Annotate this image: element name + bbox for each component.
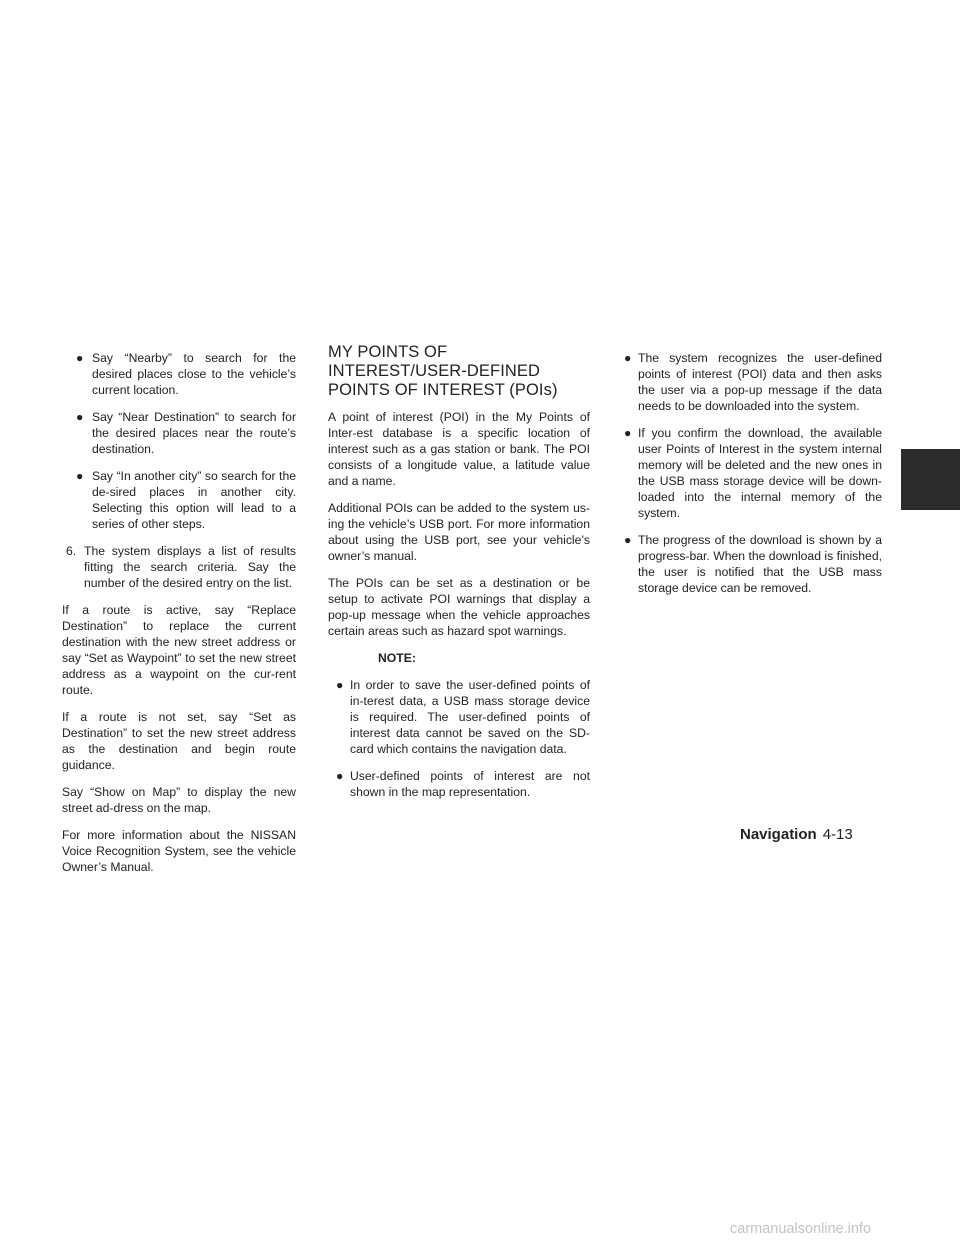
bullet-icon: ● — [76, 469, 84, 483]
step-number: 6. — [66, 544, 77, 558]
section-heading: MY POINTS OF INTEREST/USER-DEFINED POINTS OF INTEREST (POIs) — [328, 343, 558, 399]
paragraph: The POIs can be set as a destination or be setup to activate POI warnings that display a pop-up message when the vehicle approaches certain areas such as hazard spot warnings. — [328, 576, 590, 638]
bullet-item: ● Say “Nearby” to search for the desired places close to the vehicle’s current location. — [76, 351, 296, 397]
column-middle — [328, 343, 590, 811]
bullet-item: ● The progress of the download is shown by a progress-bar. When the download is finished, the user is notified that the USB mass storage device can be removed. — [624, 533, 882, 595]
bullet-item: ● In order to save the user-defined points of in-terest data, a USB mass storage device is required. The user-defined points of interest data cannot be saved on the SD-card which contains the navigation data. — [336, 678, 590, 756]
paragraph: If a route is active, say “Replace Destination” to replace the current destination with the new street address or say “Set as Waypoint” to set the new street address as a waypoint on the cur-rent route. — [62, 603, 296, 697]
bullet-item: ● Say “Near Destination” to search for the desired places near the route’s destination. — [76, 410, 296, 456]
bullet-icon: ● — [76, 351, 84, 365]
footer-section: Navigation — [740, 826, 817, 843]
bullet-icon: ● — [624, 426, 632, 440]
watermark: carmanualsonline.info — [730, 1221, 872, 1237]
paragraph: Say “Show on Map” to display the new street ad-dress on the map. — [62, 785, 296, 815]
step-text: The system displays a list of results fitting the search criteria. Say the number of the desired entry on the list. — [84, 544, 296, 590]
page-footer — [740, 826, 853, 843]
numbered-step — [62, 543, 296, 591]
paragraph: If a route is not set, say “Set as Destination” to set the new street address as the destination and begin route guidance. — [62, 710, 296, 772]
column-right — [616, 350, 882, 607]
footer-page-number: 4-13 — [822, 826, 853, 843]
paragraph: For more information about the NISSAN Voice Recognition System, see the vehicle Owner’s Manual. — [62, 828, 296, 874]
bullet-icon: ● — [336, 678, 344, 692]
bullet-icon: ● — [336, 769, 344, 783]
bullet-item: ● User-defined points of interest are not shown in the map representation. — [336, 769, 590, 799]
bullet-item: ● Say “In another city” so search for the de-sired places in another city. Selecting this option will lead to a series of other steps. — [76, 469, 296, 531]
bullet-icon: ● — [624, 351, 632, 365]
note-label: NOTE: — [378, 651, 416, 665]
bullet-icon: ● — [624, 533, 632, 547]
bullet-item: ● The system recognizes the user-defined points of interest (POI) data and then asks the user via a pop-up message if the data needs to be downloaded into the system. — [624, 351, 882, 413]
bullet-item: ● If you confirm the download, the available user Points of Interest in the system internal memory will be deleted and the new ones in the USB mass storage device will be down-loaded into the internal memory of the system. — [624, 426, 882, 520]
paragraph: A point of interest (POI) in the My Points of Inter-est database is a specific location of interest such as a gas station or bank. The POI consists of a longitude value, a latitude value and a name. — [328, 410, 590, 488]
paragraph: Additional POIs can be added to the system us-ing the vehicle’s USB port. For more information about using the USB port, see your vehicle’s owner’s manual. — [328, 501, 590, 563]
chapter-thumb-tab — [901, 449, 960, 510]
column-left — [62, 350, 296, 886]
bullet-icon: ● — [76, 410, 84, 424]
